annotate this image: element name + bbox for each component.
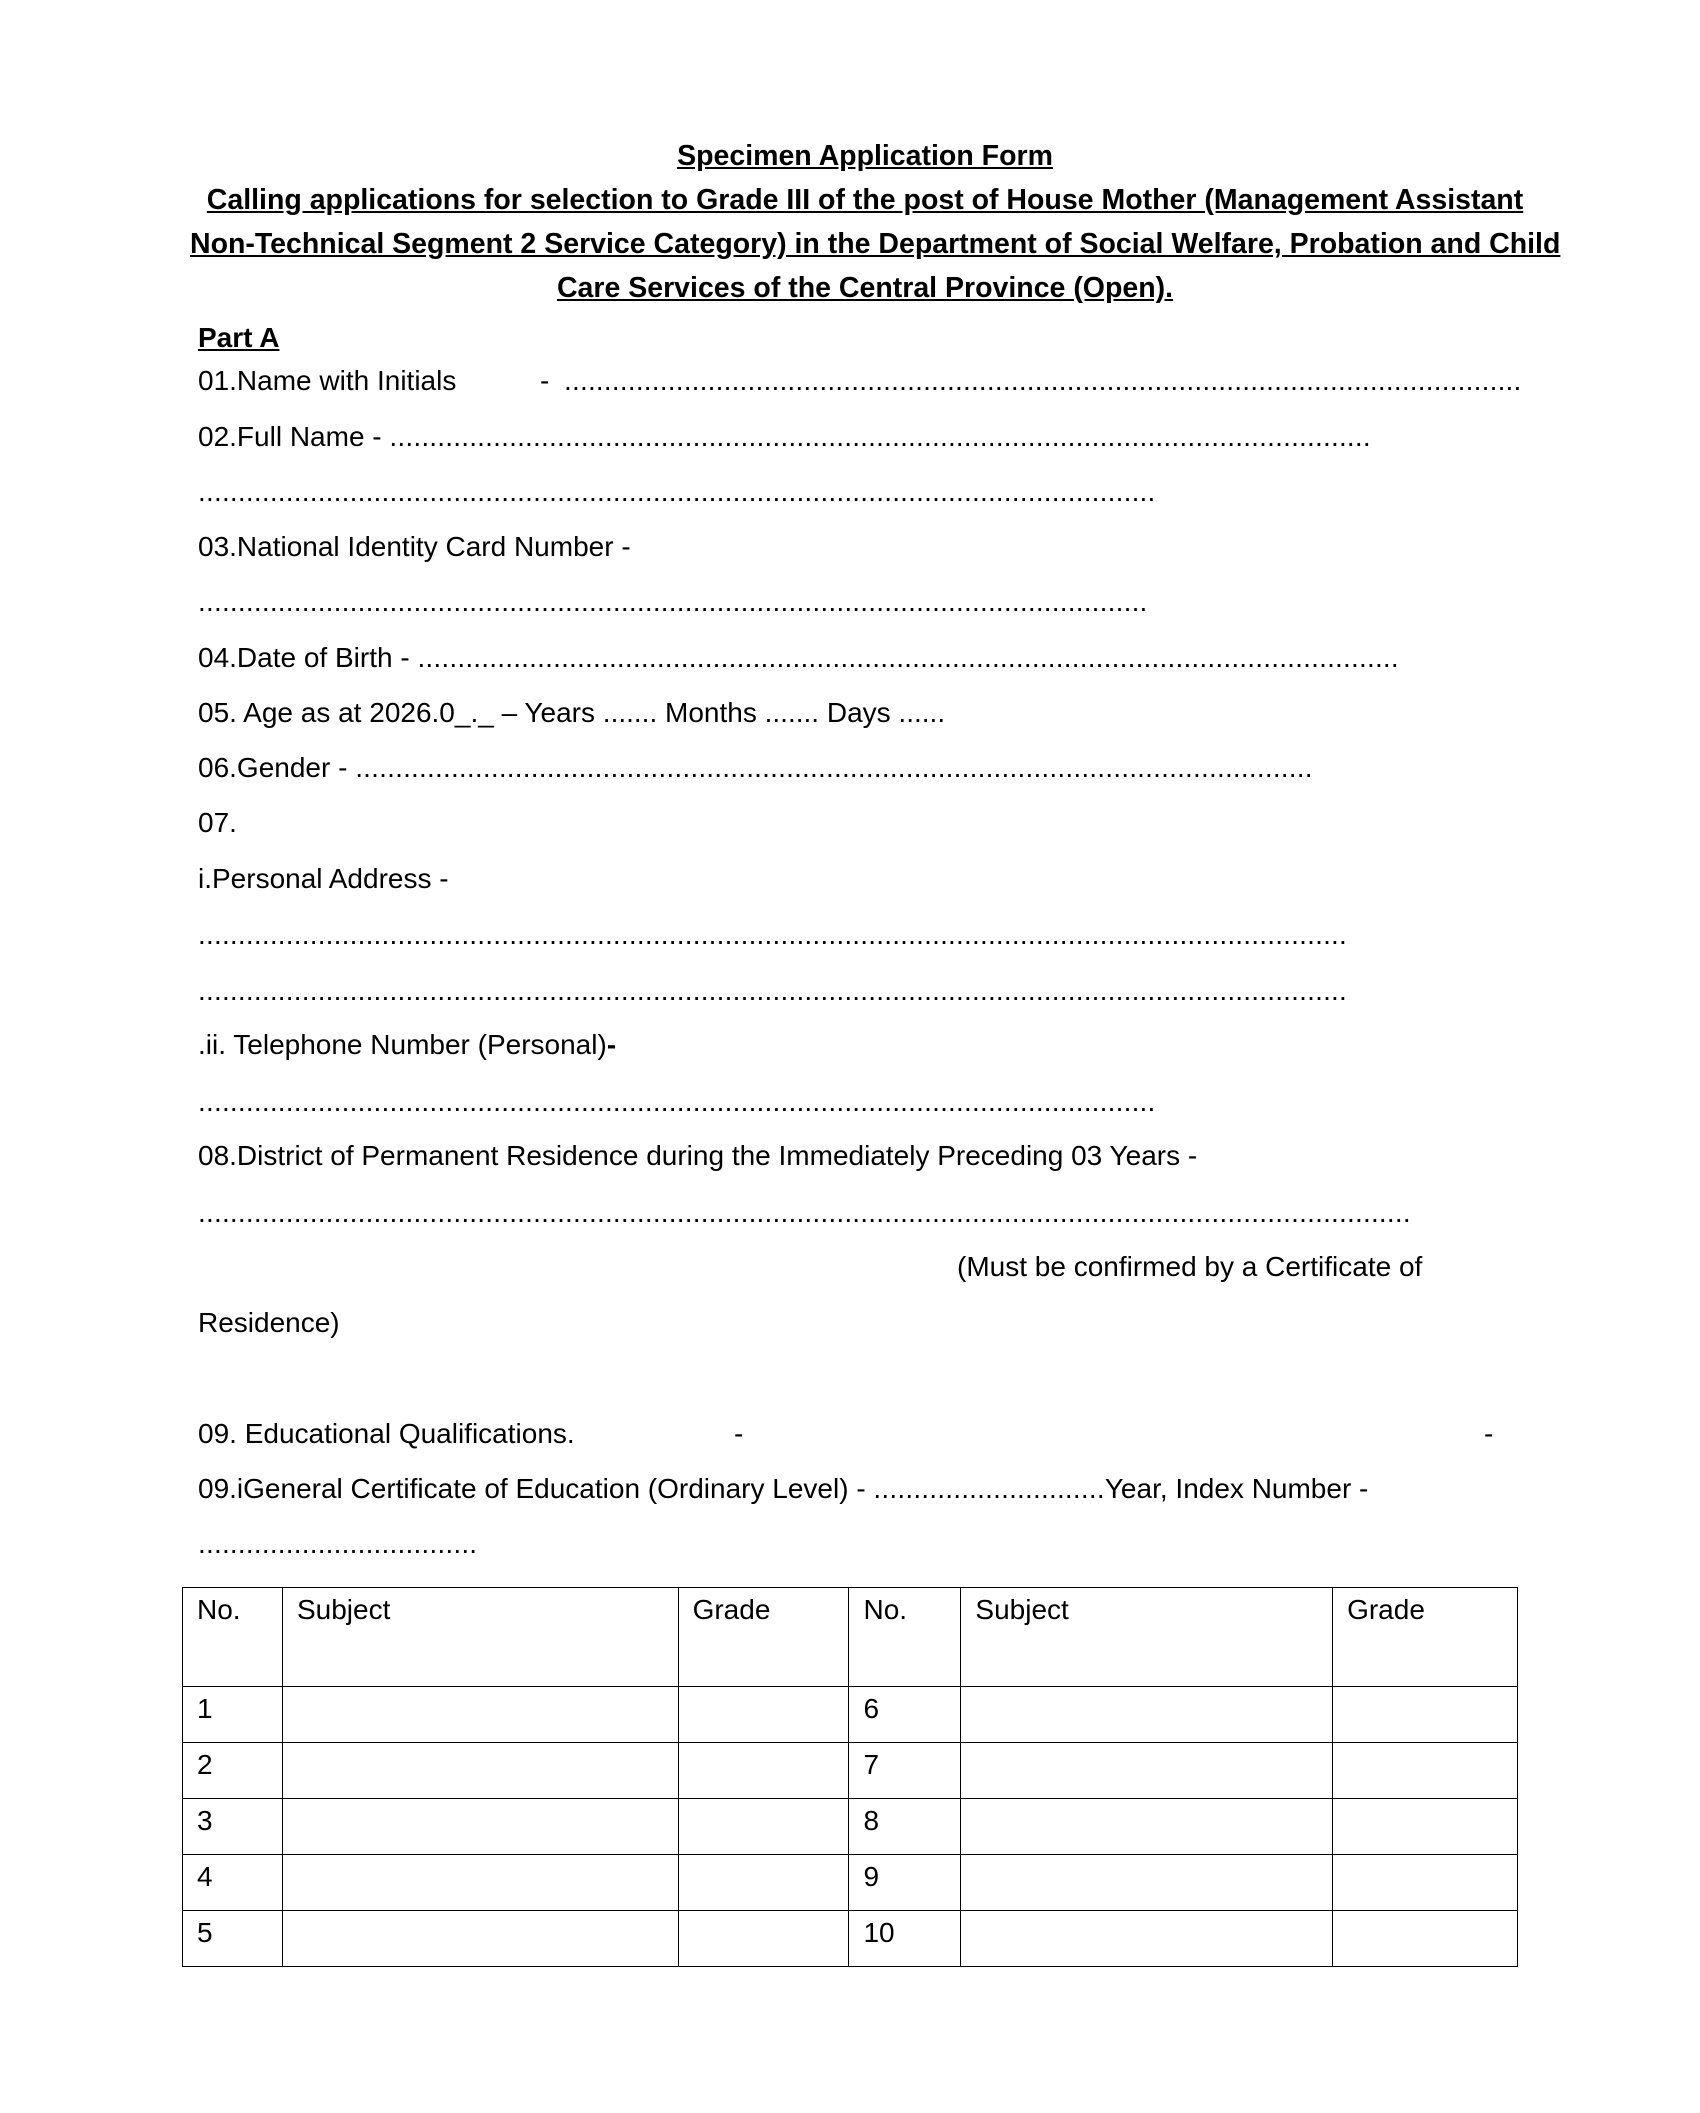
q08-note-line-2: [198, 1306, 340, 1340]
ol-header-no-right: No.: [849, 1588, 961, 1687]
ol-row-no-left: 1: [183, 1687, 283, 1743]
table-row: [183, 1687, 1518, 1743]
q08-district-of-residence: [198, 1139, 1197, 1173]
q09-ol-line: [198, 1472, 1368, 1506]
q07-phone-dash: -: [606, 1029, 617, 1060]
q02-full-name: [198, 420, 1371, 454]
ol-subject-cell[interactable]: [282, 1743, 678, 1799]
q09-educational-qualifications: [198, 1417, 1498, 1451]
ol-grade-cell[interactable]: [1333, 1911, 1518, 1967]
ol-grade-cell[interactable]: [678, 1743, 849, 1799]
q07-heading: [198, 806, 237, 840]
q08-continuation: [198, 1196, 1411, 1230]
q09-dash-end: -: [1484, 1418, 1494, 1449]
part-a-heading: [198, 321, 279, 355]
q01-name-with-initials: [198, 364, 1522, 398]
q09-ol-index-dots[interactable]: ...................................: [198, 1528, 478, 1559]
ol-row-no-left: 4: [183, 1855, 283, 1911]
q07-telephone-continuation: [198, 1085, 1156, 1119]
q02-fill-dots-1[interactable]: ...........................................................................................................................: [389, 421, 1371, 452]
q08-note-part-2: Residence): [198, 1307, 340, 1338]
q03-continuation: [198, 585, 1148, 619]
ol-subject-cell[interactable]: [961, 1687, 1333, 1743]
form-subtitle-line-2: Non-Technical Segment 2 Service Category) in the Department of Social Welfare, Probation and Child: [190, 228, 1561, 260]
ol-header-subject-right: Subject: [961, 1588, 1333, 1687]
ol-row-no-right: 10: [849, 1911, 961, 1967]
ol-grade-cell[interactable]: [678, 1911, 849, 1967]
q07-address-line-1: [198, 918, 1347, 952]
q07-phone-fill-dots[interactable]: ........................................................................................................................: [198, 1086, 1156, 1117]
q02-label: 02.Full Name -: [198, 421, 382, 452]
ol-subject-cell[interactable]: [961, 1911, 1333, 1967]
ol-grade-cell[interactable]: [678, 1687, 849, 1743]
q08-fill-dots[interactable]: ........................................................................................................................................................: [198, 1197, 1411, 1228]
q06-gender: [198, 751, 1313, 785]
form-title: Specimen Application Form: [677, 140, 1053, 172]
ol-subject-cell[interactable]: [961, 1799, 1333, 1855]
part-a-label: Part A: [198, 322, 280, 353]
q03-nic-number: [198, 530, 631, 564]
q07-label: 07.: [198, 807, 237, 838]
ol-header-no-left: No.: [183, 1588, 283, 1687]
ol-header-grade-right: Grade: [1333, 1588, 1518, 1687]
table-row: [183, 1799, 1518, 1855]
ol-row-no-right: 9: [849, 1855, 961, 1911]
ol-header-subject-left: Subject: [282, 1588, 678, 1687]
q07-address-line-2: [198, 974, 1347, 1008]
ol-header-grade-left: Grade: [678, 1588, 849, 1687]
table-row: [183, 1855, 1518, 1911]
ol-subject-cell[interactable]: [282, 1855, 678, 1911]
q01-dash: -: [540, 365, 550, 396]
q04-label: 04.Date of Birth -: [198, 642, 418, 673]
table-row: [183, 1743, 1518, 1799]
ol-row-no-left: 3: [183, 1799, 283, 1855]
q09-ol-year-label: Year, Index Number -: [1104, 1473, 1369, 1504]
ol-row-no-left: 5: [183, 1911, 283, 1967]
q06-label: 06.Gender -: [198, 752, 348, 783]
q07-telephone: [198, 1028, 616, 1062]
q07-address-label: i.Personal Address -: [198, 863, 449, 894]
q06-fill-dots[interactable]: ........................................................................................................................: [355, 752, 1313, 783]
q05-age: [198, 696, 945, 730]
ol-table-header-row: [183, 1588, 1518, 1687]
table-row: [183, 1911, 1518, 1967]
q07-address-fill-dots-2[interactable]: ................................................................................................................................................: [198, 975, 1348, 1006]
q01-fill-dots[interactable]: ........................................................................................................................: [564, 365, 1522, 396]
ol-row-no-right: 6: [849, 1687, 961, 1743]
form-header: [190, 134, 1561, 310]
q04-fill-dots[interactable]: ...........................................................................................................................: [417, 642, 1399, 673]
ol-grade-cell[interactable]: [1333, 1799, 1518, 1855]
q04-date-of-birth: [198, 641, 1399, 675]
ol-row-no-right: 8: [849, 1799, 961, 1855]
q08-note-line-1: [957, 1250, 1422, 1284]
q03-label: 03.National Identity Card Number -: [198, 531, 631, 562]
ol-subject-cell[interactable]: [961, 1855, 1333, 1911]
q09-ol-label: 09.iGeneral Certificate of Education (Ordinary Level) -: [198, 1473, 866, 1504]
form-subtitle-line-1: Calling applications for selection to Grade III of the post of House Mother (Management Assistant: [206, 184, 1524, 216]
q08-note-part-1: (Must be confirmed by a Certificate of: [957, 1251, 1423, 1282]
q01-label: 01.Name with Initials: [198, 365, 457, 396]
ol-grade-cell[interactable]: [678, 1855, 849, 1911]
ol-grade-cell[interactable]: [678, 1799, 849, 1855]
q07-phone-label: .ii. Telephone Number (Personal): [198, 1029, 607, 1060]
ol-subject-cell[interactable]: [282, 1799, 678, 1855]
ol-row-no-left: 2: [183, 1743, 283, 1799]
q07-address-fill-dots-1[interactable]: ................................................................................................................................................: [198, 919, 1348, 950]
ol-grade-cell[interactable]: [1333, 1855, 1518, 1911]
q09-label: 09. Educational Qualifications.: [198, 1418, 575, 1449]
form-subtitle-line-3: Care Services of the Central Province (Open).: [556, 272, 1174, 304]
ol-results-table: [182, 1587, 1518, 1967]
ol-grade-cell[interactable]: [1333, 1743, 1518, 1799]
q02-fill-dots-2[interactable]: ........................................................................................................................: [198, 476, 1156, 507]
ol-grade-cell[interactable]: [1333, 1687, 1518, 1743]
q05-text[interactable]: 05. Age as at 2026.0_._ – Years ....... Months ....... Days ......: [198, 697, 946, 728]
ol-row-no-right: 7: [849, 1743, 961, 1799]
q09-ol-year-dots[interactable]: .............................: [873, 1473, 1105, 1504]
q02-continuation: [198, 475, 1156, 509]
q03-fill-dots[interactable]: .......................................................................................................................: [198, 586, 1148, 617]
q07-personal-address: [198, 862, 449, 896]
q09-dash-mid: -: [734, 1418, 744, 1449]
q09-ol-index-line: [198, 1527, 477, 1561]
q08-label: 08.District of Permanent Residence during the Immediately Preceding 03 Years -: [198, 1140, 1198, 1171]
ol-subject-cell[interactable]: [282, 1687, 678, 1743]
ol-subject-cell[interactable]: [961, 1743, 1333, 1799]
ol-subject-cell[interactable]: [282, 1911, 678, 1967]
